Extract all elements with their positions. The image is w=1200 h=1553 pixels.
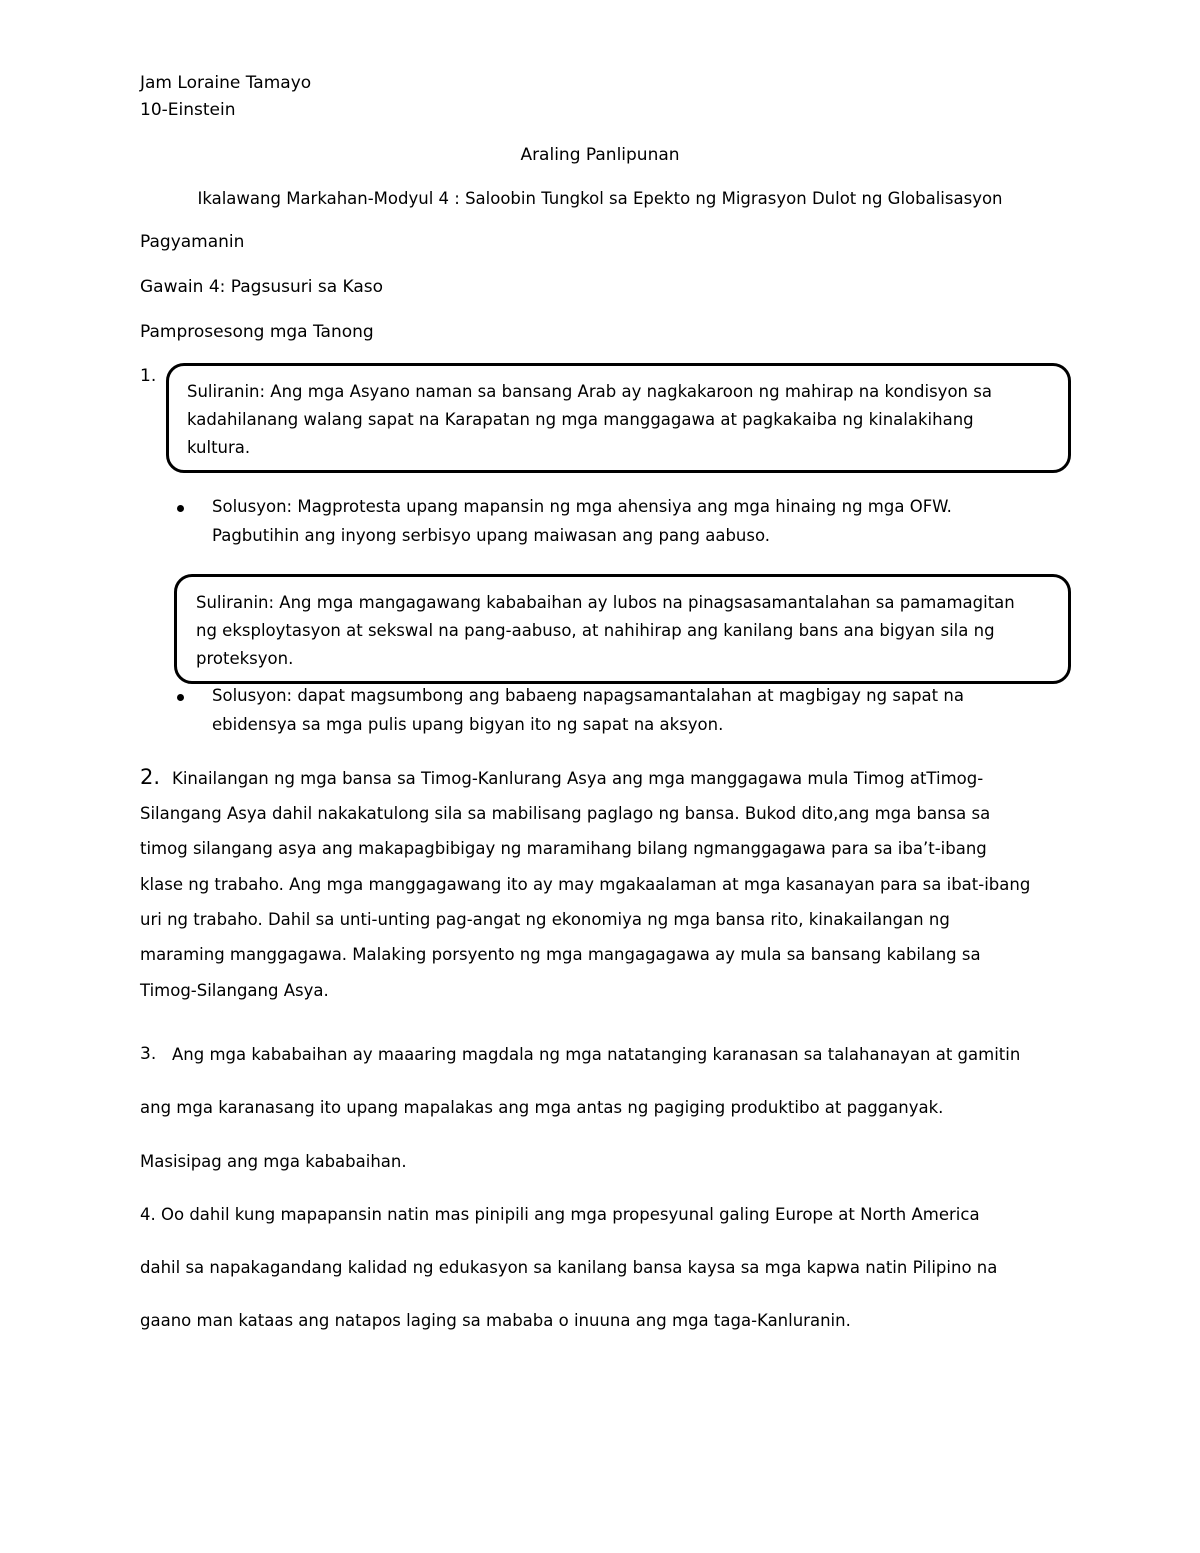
solution-1-line-2: Pagbutihin ang inyong serbisyo upang maiwasan ang pang aabuso.	[212, 526, 771, 545]
question-2-line-7: Timog-Silangang Asya.	[140, 981, 329, 1000]
section-gawain: Gawain 4: Pagsusuri sa Kaso	[140, 277, 384, 297]
solution-2-line-1: Solusyon: dapat magsumbong ang babaeng napagsamantalahan at magbigay ng sapat na	[212, 686, 964, 705]
case-2-line-3: proteksyon.	[196, 649, 294, 668]
question-3-line-3: Masisipag ang mga kababaihan.	[140, 1152, 407, 1171]
student-name: Jam Loraine Tamayo	[140, 73, 312, 93]
solution-1-line-1: Solusyon: Magprotesta upang mapansin ng mga ahensiya ang mga hinaing ng mga OFW.	[212, 497, 952, 516]
student-section: 10-Einstein	[140, 100, 236, 120]
case-2-line-2: ng eksploytasyon at sekswal na pang-aabuso, at nahihirap ang kanilang bans ana bigyan sila ng	[196, 621, 995, 640]
question-3-line-1: Ang mga kababaihan ay maaaring magdala ng mga natatanging karanasan sa talahanayan at gamitin	[172, 1045, 1021, 1064]
subject-title: Araling Panlipunan	[520, 145, 680, 165]
question-2-number: 2.	[140, 765, 161, 789]
question-2-line-3: timog silangang asya ang makapagbibigay ng maramihang bilang ngmanggagawa para sa iba’t-ibang	[140, 839, 987, 858]
question-2-line-2: Silangang Asya dahil nakakatulong sila sa mabilisang paglago ng bansa. Bukod dito,ang mga bansa sa	[140, 804, 991, 823]
bullet-icon	[177, 505, 184, 512]
question-4-line-2: dahil sa napakagandang kalidad ng edukasyon sa kanilang bansa kaysa sa mga kapwa natin Pilipino na	[140, 1258, 998, 1277]
case-1-line-3: kultura.	[187, 438, 251, 457]
question-2-line-4: klase ng trabaho. Ang mga manggagawang ito ay may mgakaalaman at mga kasanayan para sa ibat-ibang	[140, 875, 1031, 894]
bullet-icon	[177, 694, 184, 701]
question-2-line-6: maraming manggagawa. Malaking porsyento ng mga mangagagawa ay mula sa bansang kabilang sa	[140, 945, 981, 964]
question-2-line-1: Kinailangan ng mga bansa sa Timog-Kanlurang Asya ang mga manggagawa mula Timog atTimog-	[172, 769, 984, 788]
case-box-2	[174, 574, 1071, 684]
case-1-line-1: Suliranin: Ang mga Asyano naman sa bansang Arab ay nagkakaroon ng mahirap na kondisyon sa	[187, 382, 992, 401]
section-tanong: Pamprosesong mga Tanong	[140, 322, 374, 342]
case-box-1	[166, 363, 1071, 473]
question-3-number: 3.	[140, 1044, 157, 1064]
question-3-line-2: ang mga karanasang ito upang mapalakas ang mga antas ng pagiging produktibo at pagganyak.	[140, 1098, 944, 1117]
module-title: Ikalawang Markahan-Modyul 4 : Saloobin Tungkol sa Epekto ng Migrasyon Dulot ng Globalisasyon	[197, 189, 1003, 208]
question-1-number: 1.	[140, 366, 157, 386]
case-2-line-1: Suliranin: Ang mga mangagawang kababaihan ay lubos na pinagsasamantalahan sa pamamagitan	[196, 593, 1015, 612]
case-1-line-2: kadahilanang walang sapat na Karapatan ng mga manggagawa at pagkakaiba ng kinalakihang	[187, 410, 974, 429]
section-pagyamanin: Pagyamanin	[140, 232, 245, 252]
question-4-line-3: gaano man kataas ang natapos laging sa mababa o inuuna ang mga taga-Kanluranin.	[140, 1311, 851, 1330]
question-2-line-5: uri ng trabaho. Dahil sa unti-unting pag-angat ng ekonomiya ng mga bansa rito, kinakailangan ng	[140, 910, 950, 929]
solution-2-line-2: ebidensya sa mga pulis upang bigyan ito ng sapat na aksyon.	[212, 715, 724, 734]
question-4-line-1: 4. Oo dahil kung mapapansin natin mas pinipili ang mga propesyunal galing Europe at North America	[140, 1205, 980, 1224]
